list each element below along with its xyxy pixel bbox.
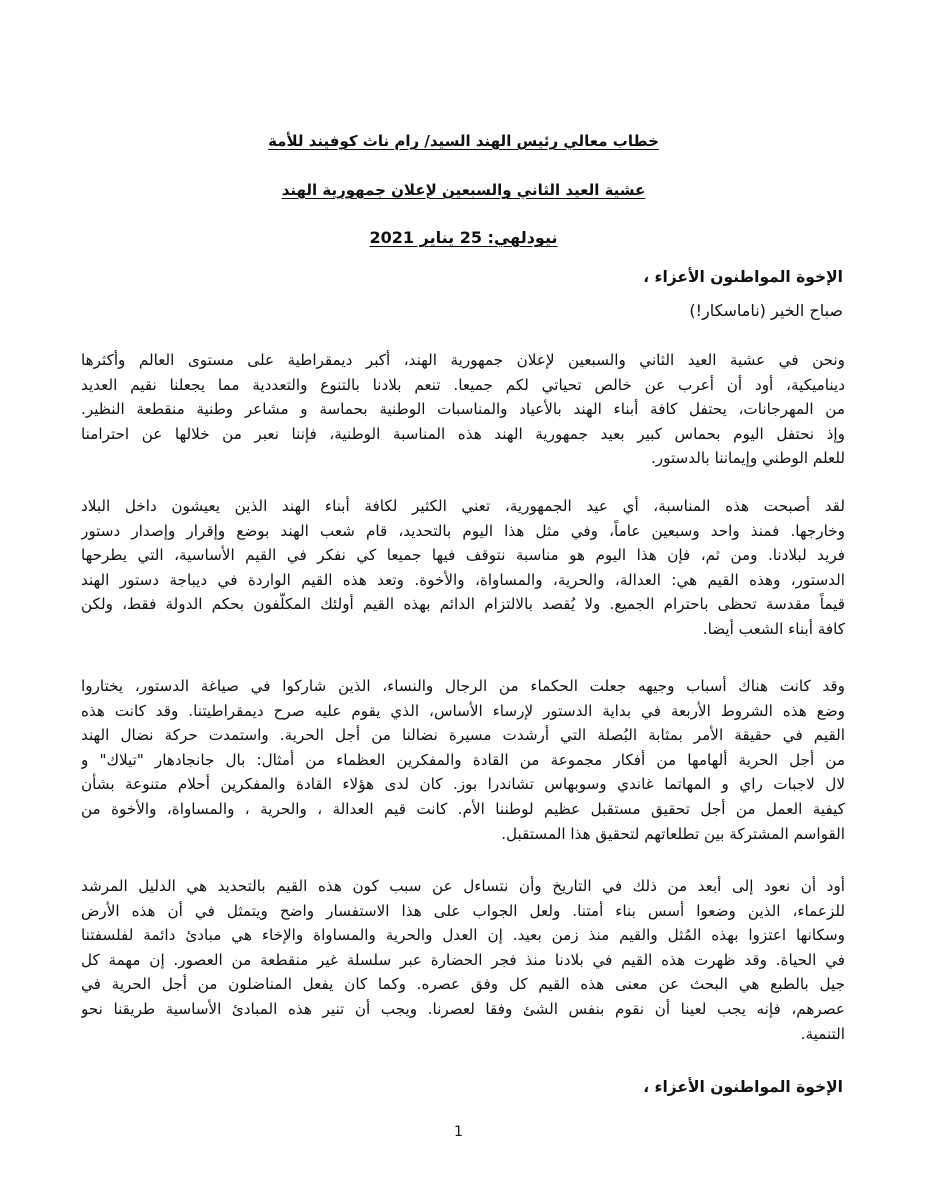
paragraph-line: ونحن في عشية العيد الثاني والسبعين لإعلان جمهورية الهند، أكبر ديمقراطية على مستوى العالم وأكثرها (81, 351, 845, 369)
speech-subtitle: عشية العيد الثاني والسبعين لإعلان جمهورية الهند (281, 181, 646, 199)
paragraph-line: وإذ نحتفل اليوم بحماس كبير بعيد جمهورية الهند هذه المناسبة الوطنية، فإننا نعبر من خلالها عن احترامنا (81, 424, 845, 443)
paragraph-line: القواسم المشتركة بين تطلعاتهم لتحقيق هذا المستقبل. (501, 824, 845, 843)
paragraph-line: لال لاجبات راي و المهاتما غاندي وسوبهاس تشاندرا بوز. كان لدى هؤلاء القادة والمفكرين أحلام متنوعة بشأن (81, 775, 845, 794)
speech-title: خطاب معالي رئيس الهند السيد/ رام ناث كوفيند للأمة (268, 132, 659, 150)
paragraph-line: ديناميكية، أود أن أعرب عن خالص تحياتي لكم جميعا. تنعم بلادنا بالتنوع والتعددية مما يجعلنا نقيم العديد (81, 375, 845, 394)
paragraph-line: كيفية العمل من أجل تحقيق مستقبل عظيم لوطننا الأم. كانت قيم العدالة ، والحرية ، والمساواة، والأخوة من (81, 799, 845, 818)
greeting-line: صباح الخير (ناماسكار!) (689, 301, 843, 320)
paragraph-line: وضع هذه الشروط الأربعة في بداية الدستور لإرساء الأساس، الذي يقوم عليه صرح ديمقراطيتنا. وقد كانت هذه (81, 701, 845, 720)
paragraph-line: من أجل الحرية ألهامها من أفكار مجموعة من القادة والمفكرين العظماء من أمثال: بال جانجادهار "تيلاك" و (81, 750, 845, 769)
speech-dateline: نيودلهي: 25 يناير 2021 (369, 228, 558, 247)
paragraph-line: وقد كانت هناك أسباب وجيهه جعلت الحكماء من الرجال والنساء، الذين شاركوا في صياغة الدستور، يختاروا (81, 677, 845, 695)
paragraph-line: أود أن نعود إلى أبعد من ذلك في التاريخ وأن نتساءل عن سبب كون هذه القيم بالتحديد هي الدليل المرشد (81, 877, 845, 895)
paragraph-line: التنمية. (800, 1024, 845, 1043)
paragraph-2 (81, 494, 845, 642)
paragraph-line: في الحياة. وقد ظهرت هذه القيم في بلادنا منذ فجر الحضارة عبر سلسلة غير منقطعة من العصور. إن مهمة كل (81, 950, 845, 969)
paragraph-line: الدستور، وهذه القيم هي: العدالة، والحرية، والمساواة، والأخوة. وتعد هذه القيم الواردة في ديباجة دستور الهند (81, 570, 845, 589)
paragraph-line: لقد أصبحت هذه المناسبة، أي عيد الجمهورية، تعني الكثير لكافة أبناء الهند الذين يعيشون داخل البلاد (81, 497, 845, 515)
paragraph-line: جيل بالطبع هي البحث عن معنى هذه القيم كل وفق عصره. وكما كان يفعل المناضلون من أجل الحرية في (81, 975, 845, 994)
paragraph-4 (81, 874, 845, 1046)
paragraph-line: وسكانها اعتزوا بهذه المُثل والقيم منذ زمن بعيد. إن العدل والحرية والمساواة والإخاء هي مبادئ دائمة لفلسفتنا (81, 926, 845, 945)
page-number: 1 (454, 1124, 463, 1140)
paragraph-line: قيماً مقدسة تحظى باحترام الجميع. ولا يُقصد بالالتزام الدائم بهذه القيم أولئك المكلَّفون بحكم الدولة فقط، ولكن (81, 595, 845, 614)
paragraph-line: وخارجها. فمنذ واحد وسبعين عاماً، وفي مثل هذا اليوم بالتحديد، قام شعب الهند بوضع وإقرار وإصدار دستور (81, 521, 845, 540)
closing-salutation: الإخوة المواطنون الأعزاء ، (643, 1078, 843, 1096)
paragraph-line: عصرهم، فإنه يجب لعينا أن نقوم بنفس الشئ وفقا لعصرنا. ويجب أن تنير هذه المبادئ الأساسية طريقنا نحو (81, 999, 845, 1018)
paragraph-line: للعلم الوطني وإيماننا بالدستور. (650, 449, 845, 468)
paragraph-3 (81, 674, 845, 846)
paragraph-1 (81, 348, 845, 471)
paragraph-line: كافة أبناء الشعب أيضا. (702, 619, 845, 638)
paragraph-line: القيم في حقيقة الأمر بمثابة البُصلة التي أرشدت مسيرة نضالنا من أجل الحرية. واستمدت حركة نضال الهند (81, 726, 845, 745)
paragraph-line: فريد لبلادنا. ومن ثم، فإن هذا اليوم هو مناسبة نتوقف فيها جميعا كي نفكر في القيم الأساسية، التي يطرحها (81, 546, 845, 565)
paragraph-line: للزعماء، الذين وضعوا أسس بناء أمتنا. ولعل الجواب على هذا الاستفسار واضح ويتمثل في أن هذه الأرض (81, 901, 845, 920)
paragraph-line: من المهرجانات، يحتفل كافة أبناء الهند بالأعياد والمناسبات الوطنية بحماسة و مشاعر وطنية منقطعة النظير. (81, 400, 845, 419)
opening-salutation: الإخوة المواطنون الأعزاء ، (643, 268, 843, 286)
